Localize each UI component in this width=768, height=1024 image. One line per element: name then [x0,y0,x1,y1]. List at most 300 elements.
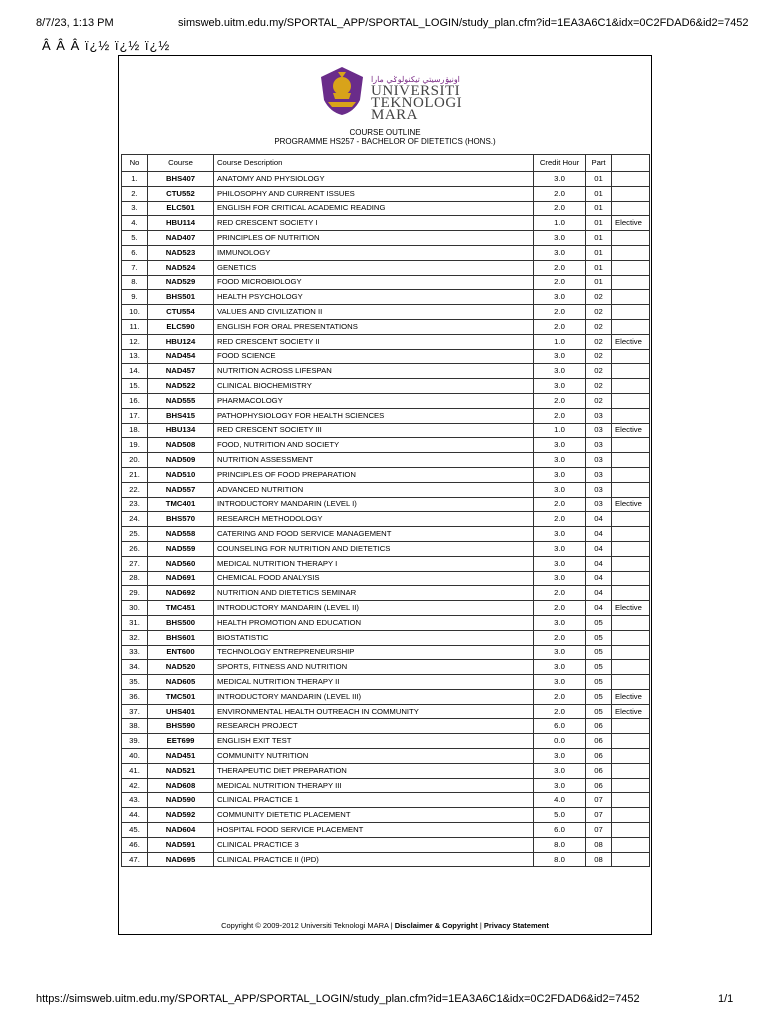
course-note [612,231,650,246]
table-row [122,216,650,231]
credit-hour: 2.0 [534,601,586,616]
part-number: 04 [586,527,612,542]
part-number: 05 [586,689,612,704]
table-row [122,305,650,320]
row-number: 40. [122,749,148,764]
logo-jawi-text: اونيۏرسيتي تيكنولوݢي مارا [371,75,460,84]
course-code: NAD509 [148,453,214,468]
course-code: NAD608 [148,778,214,793]
row-number: 34. [122,660,148,675]
course-note [612,364,650,379]
course-description: FOOD MICROBIOLOGY [214,275,534,290]
course-note [612,393,650,408]
course-code: BHS570 [148,512,214,527]
course-note [612,275,650,290]
row-number: 24. [122,512,148,527]
credit-hour: 2.0 [534,408,586,423]
row-number: 42. [122,778,148,793]
course-description: CLINICAL BIOCHEMISTRY [214,379,534,394]
table-row [122,719,650,734]
credit-hour: 2.0 [534,512,586,527]
print-datetime: 8/7/23, 1:13 PM [36,17,114,29]
credit-hour: 3.0 [534,675,586,690]
table-row [122,245,650,260]
row-number: 31. [122,615,148,630]
course-description: RED CRESCENT SOCIETY II [214,334,534,349]
course-code: ENT600 [148,645,214,660]
part-number: 03 [586,438,612,453]
course-description: CLINICAL PRACTICE 1 [214,793,534,808]
course-code: NAD558 [148,527,214,542]
row-number: 7. [122,260,148,275]
table-row [122,201,650,216]
course-code: TMC451 [148,601,214,616]
row-number: 4. [122,216,148,231]
row-number: 41. [122,763,148,778]
table-row [122,423,650,438]
table-row [122,290,650,305]
course-code: BHS590 [148,719,214,734]
part-number: 02 [586,393,612,408]
part-number: 01 [586,231,612,246]
credit-hour: 5.0 [534,808,586,823]
course-code: HBU124 [148,334,214,349]
credit-hour: 2.0 [534,704,586,719]
course-note [612,719,650,734]
course-note [612,467,650,482]
course-description: MEDICAL NUTRITION THERAPY III [214,778,534,793]
part-number: 05 [586,630,612,645]
part-number: 03 [586,497,612,512]
table-header-row [122,155,650,172]
part-number: 07 [586,793,612,808]
row-number: 10. [122,305,148,320]
column-header-credit-hour: Credit Hour [534,155,586,172]
course-note [612,749,650,764]
part-number: 04 [586,541,612,556]
course-description: GENETICS [214,260,534,275]
row-number: 16. [122,393,148,408]
table-row [122,704,650,719]
course-description: PRINCIPLES OF FOOD PREPARATION [214,467,534,482]
course-description: ENGLISH FOR ORAL PRESENTATIONS [214,319,534,334]
course-code: NAD523 [148,245,214,260]
course-description: COMMUNITY NUTRITION [214,749,534,764]
course-note [612,734,650,749]
course-table [121,154,650,867]
course-note: Elective [612,704,650,719]
page-number: 1/1 [718,993,734,1005]
course-code: CTU554 [148,305,214,320]
credit-hour: 3.0 [534,482,586,497]
course-description: IMMUNOLOGY [214,245,534,260]
course-code: NAD695 [148,852,214,867]
credit-hour: 2.0 [534,260,586,275]
credit-hour: 3.0 [534,527,586,542]
course-note [612,172,650,187]
course-description: NUTRITION ASSESSMENT [214,453,534,468]
part-number: 01 [586,201,612,216]
course-description: PRINCIPLES OF NUTRITION [214,231,534,246]
part-number: 01 [586,260,612,275]
course-description: PHARMACOLOGY [214,393,534,408]
row-number: 46. [122,837,148,852]
course-code: ELC501 [148,201,214,216]
part-number: 05 [586,645,612,660]
course-note [612,837,650,852]
course-note [612,408,650,423]
course-code: CTU552 [148,186,214,201]
row-number: 27. [122,556,148,571]
credit-hour: 3.0 [534,467,586,482]
row-number: 23. [122,497,148,512]
part-number: 08 [586,852,612,867]
print-url: simsweb.uitm.edu.my/SPORTAL_APP/SPORTAL_LOGIN/study_plan.cfm?id=1EA3A6C1&idx=0C2FDAD6&id2=7452 [178,17,749,29]
row-number: 22. [122,482,148,497]
row-number: 9. [122,290,148,305]
course-description: THERAPEUTIC DIET PREPARATION [214,763,534,778]
row-number: 18. [122,423,148,438]
row-number: 17. [122,408,148,423]
column-header-description: Course Description [214,155,534,172]
table-row [122,571,650,586]
course-code: TMC501 [148,689,214,704]
table-row [122,778,650,793]
row-number: 6. [122,245,148,260]
column-header-note [612,155,650,172]
table-row [122,808,650,823]
course-note [612,808,650,823]
table-row [122,586,650,601]
course-code: NAD692 [148,586,214,601]
credit-hour: 3.0 [534,541,586,556]
table-row [122,645,650,660]
part-number: 02 [586,305,612,320]
row-number: 14. [122,364,148,379]
uitm-crest-icon [319,66,365,116]
row-number: 33. [122,645,148,660]
logo-line-2: TEKNOLOGI [371,95,463,111]
part-number: 04 [586,571,612,586]
part-number: 07 [586,808,612,823]
credit-hour: 0.0 [534,734,586,749]
row-number: 38. [122,719,148,734]
table-row [122,379,650,394]
course-note [612,379,650,394]
credit-hour: 2.0 [534,201,586,216]
part-number: 01 [586,186,612,201]
course-code: NAD454 [148,349,214,364]
part-number: 03 [586,408,612,423]
course-note [612,630,650,645]
course-code: UHS401 [148,704,214,719]
course-note [612,615,650,630]
course-description: INTRODUCTORY MANDARIN (LEVEL I) [214,497,534,512]
course-description: PHILOSOPHY AND CURRENT ISSUES [214,186,534,201]
privacy-link[interactable]: Privacy Statement [483,921,549,930]
credit-hour: 2.0 [534,319,586,334]
row-number: 13. [122,349,148,364]
course-note [612,245,650,260]
credit-hour: 3.0 [534,231,586,246]
course-code: BHS501 [148,290,214,305]
part-number: 02 [586,334,612,349]
table-row [122,660,650,675]
credit-hour: 2.0 [534,305,586,320]
table-row [122,438,650,453]
part-number: 01 [586,275,612,290]
table-row [122,172,650,187]
course-note: Elective [612,216,650,231]
part-number: 06 [586,719,612,734]
credit-hour: 2.0 [534,497,586,512]
course-note [612,186,650,201]
course-table-body [122,172,650,867]
part-number: 05 [586,660,612,675]
credit-hour: 8.0 [534,852,586,867]
course-note [612,527,650,542]
course-note [612,586,650,601]
table-row [122,467,650,482]
course-code: NAD555 [148,393,214,408]
credit-hour: 8.0 [534,837,586,852]
course-code: NAD520 [148,660,214,675]
logo-line-1: UNIVERSITI [371,83,461,99]
logo-wordmark [371,75,462,121]
part-number: 04 [586,601,612,616]
course-description: VALUES AND CIVILIZATION II [214,305,534,320]
course-note [612,660,650,675]
column-header-course: Course [148,155,214,172]
row-number: 32. [122,630,148,645]
course-note [612,438,650,453]
course-note [612,541,650,556]
table-row [122,763,650,778]
credit-hour: 3.0 [534,364,586,379]
row-number: 28. [122,571,148,586]
part-number: 03 [586,423,612,438]
part-number: 03 [586,482,612,497]
course-code: HBU114 [148,216,214,231]
part-number: 02 [586,379,612,394]
row-number: 1. [122,172,148,187]
course-description: RED CRESCENT SOCIETY I [214,216,534,231]
row-number: 11. [122,319,148,334]
course-code: EET699 [148,734,214,749]
row-number: 12. [122,334,148,349]
course-description: ENVIRONMENTAL HEALTH OUTREACH IN COMMUNITY [214,704,534,719]
course-description: RESEARCH METHODOLOGY [214,512,534,527]
course-description: BIOSTATISTIC [214,630,534,645]
course-code: ELC590 [148,319,214,334]
part-number: 05 [586,704,612,719]
table-row [122,512,650,527]
table-row [122,601,650,616]
logo-line-3: MARA [371,107,419,123]
course-description: RESEARCH PROJECT [214,719,534,734]
row-number: 15. [122,379,148,394]
credit-hour: 3.0 [534,615,586,630]
credit-hour: 1.0 [534,423,586,438]
course-code: NAD521 [148,763,214,778]
row-number: 39. [122,734,148,749]
course-code: BHS500 [148,615,214,630]
course-description: MEDICAL NUTRITION THERAPY II [214,675,534,690]
table-row [122,453,650,468]
course-code: NAD407 [148,231,214,246]
course-note [612,793,650,808]
course-note [612,556,650,571]
course-note: Elective [612,601,650,616]
course-description: FOOD, NUTRITION AND SOCIETY [214,438,534,453]
table-row [122,364,650,379]
credit-hour: 6.0 [534,823,586,838]
course-code: BHS601 [148,630,214,645]
part-number: 01 [586,216,612,231]
credit-hour: 2.0 [534,393,586,408]
credit-hour: 3.0 [534,453,586,468]
print-header [0,17,768,31]
course-code: NAD457 [148,364,214,379]
table-row [122,260,650,275]
table-row [122,393,650,408]
course-note [612,763,650,778]
credit-hour: 1.0 [534,334,586,349]
credit-hour: 3.0 [534,349,586,364]
credit-hour: 2.0 [534,586,586,601]
part-number: 06 [586,763,612,778]
credit-hour: 3.0 [534,172,586,187]
copyright-text: Copyright © 2009-2012 Universiti Teknologi MARA | [221,921,393,930]
course-code: HBU134 [148,423,214,438]
copyright-separator: | [479,921,482,930]
credit-hour: 3.0 [534,778,586,793]
disclaimer-link[interactable]: Disclaimer & Copyright [394,921,478,930]
table-row [122,186,650,201]
course-note [612,453,650,468]
course-note [612,201,650,216]
course-description: CLINICAL PRACTICE II (IPD) [214,852,534,867]
course-note [612,319,650,334]
course-note [612,260,650,275]
course-note [612,571,650,586]
table-row [122,408,650,423]
table-row [122,319,650,334]
course-description: SPORTS, FITNESS AND NUTRITION [214,660,534,675]
course-note [612,305,650,320]
programme-title: PROGRAMME HS257 - BACHELOR OF DIETETICS (HONS.) [274,137,496,146]
course-code: NAD591 [148,837,214,852]
row-number: 29. [122,586,148,601]
credit-hour: 3.0 [534,645,586,660]
table-row [122,615,650,630]
course-description: HOSPITAL FOOD SERVICE PLACEMENT [214,823,534,838]
table-row [122,689,650,704]
credit-hour: 3.0 [534,245,586,260]
part-number: 08 [586,837,612,852]
course-code: NAD557 [148,482,214,497]
table-row [122,675,650,690]
course-code: NAD524 [148,260,214,275]
course-description: ANATOMY AND PHYSIOLOGY [214,172,534,187]
course-note [612,349,650,364]
course-note [612,645,650,660]
part-number: 02 [586,364,612,379]
course-code: NAD508 [148,438,214,453]
row-number: 20. [122,453,148,468]
row-number: 8. [122,275,148,290]
course-code: NAD691 [148,571,214,586]
table-row [122,749,650,764]
row-number: 36. [122,689,148,704]
row-number: 35. [122,675,148,690]
course-note [612,823,650,838]
table-row [122,482,650,497]
part-number: 05 [586,615,612,630]
course-code: NAD605 [148,675,214,690]
course-description: INTRODUCTORY MANDARIN (LEVEL III) [214,689,534,704]
credit-hour: 3.0 [534,749,586,764]
part-number: 02 [586,349,612,364]
credit-hour: 4.0 [534,793,586,808]
table-row [122,334,650,349]
course-note [612,512,650,527]
credit-hour: 2.0 [534,630,586,645]
course-code: NAD510 [148,467,214,482]
table-row [122,556,650,571]
course-description: CHEMICAL FOOD ANALYSIS [214,571,534,586]
row-number: 3. [122,201,148,216]
part-number: 02 [586,290,612,305]
row-number: 43. [122,793,148,808]
part-number: 02 [586,319,612,334]
course-note [612,290,650,305]
column-header-no: No [122,155,148,172]
table-row [122,734,650,749]
part-number: 06 [586,749,612,764]
course-note: Elective [612,689,650,704]
row-number: 26. [122,541,148,556]
uitm-logo [319,66,463,123]
course-description: MEDICAL NUTRITION THERAPY I [214,556,534,571]
part-number: 01 [586,172,612,187]
course-description: FOOD SCIENCE [214,349,534,364]
course-note [612,675,650,690]
course-code: NAD590 [148,793,214,808]
part-number: 04 [586,586,612,601]
course-note [612,482,650,497]
row-number: 5. [122,231,148,246]
course-code: NAD451 [148,749,214,764]
part-number: 04 [586,512,612,527]
course-description: HEALTH PROMOTION AND EDUCATION [214,615,534,630]
table-row [122,852,650,867]
credit-hour: 3.0 [534,290,586,305]
part-number: 06 [586,778,612,793]
course-description: ENGLISH EXIT TEST [214,734,534,749]
course-description: COMMUNITY DIETETIC PLACEMENT [214,808,534,823]
row-number: 19. [122,438,148,453]
course-note: Elective [612,334,650,349]
table-row [122,837,650,852]
page-title: COURSE OUTLINE [349,128,421,137]
part-number: 03 [586,453,612,468]
course-code: NAD559 [148,541,214,556]
course-code: NAD592 [148,808,214,823]
credit-hour: 3.0 [534,556,586,571]
part-number: 04 [586,556,612,571]
table-row [122,497,650,512]
